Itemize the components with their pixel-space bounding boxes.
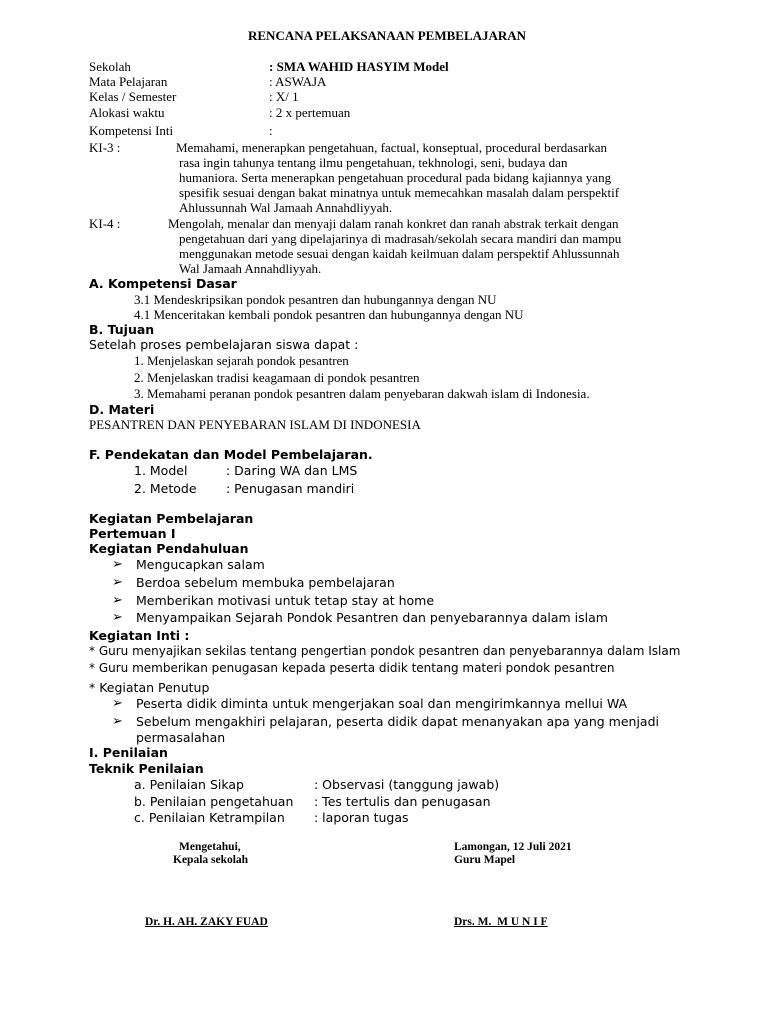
inti-heading: Kegiatan Inti : — [89, 628, 190, 643]
kegiatan-heading: Kegiatan Pembelajaran — [89, 511, 254, 526]
kd-heading: A. Kompetensi Dasar — [89, 276, 237, 291]
pendahuluan-item-1: Mengucapkan salam — [136, 557, 265, 572]
ki3-label: KI-3 : — [89, 140, 121, 155]
penilaian-ketrampilan-label: c. Penilaian Ketrampilan — [134, 810, 285, 825]
core-competence-label: Kompetensi Inti — [89, 123, 174, 138]
core-competence-value: : — [269, 123, 273, 138]
teacher-name: Drs. M. M U N I F — [454, 916, 548, 928]
inti-item-1: * Guru menyajikan sekilas tentang pengertian pondok pesantren dan penyebarannya dalam Islam — [89, 644, 681, 658]
model-label: 1. Model — [134, 463, 188, 478]
teknik-penilaian-heading: Teknik Penilaian — [89, 761, 204, 776]
arrowhead-bullet-icon: ➢ — [112, 593, 123, 608]
time-allocation-label: Alokasi waktu — [89, 105, 165, 120]
tujuan-heading: B. Tujuan — [89, 322, 155, 337]
penutup-item-2-cont: permasalahan — [136, 730, 226, 745]
penutup-item-1: Peserta didik diminta untuk mengerjakan soal dan mengirimkannya mellui WA — [136, 696, 628, 711]
class-semester-value: : X/ 1 — [269, 89, 299, 104]
penutup-heading: * Kegiatan Penutup — [89, 680, 210, 695]
arrowhead-bullet-icon: ➢ — [112, 557, 123, 572]
sign-right-line1: Lamongan, 12 Juli 2021 — [454, 841, 572, 853]
penilaian-heading: I. Penilaian — [89, 745, 168, 760]
method-label: 2. Metode — [134, 481, 197, 496]
ki3-line-2: rasa ingin tahunya tentang ilmu pengetahuan, tekhnologi, seni, budaya dan — [179, 155, 568, 170]
ki4-label: KI-4 : — [89, 216, 121, 231]
sign-left-line2: Kepala sekolah — [173, 854, 249, 866]
page-title: RENCANA PELAKSANAAN PEMBELAJARAN — [248, 28, 527, 43]
tujuan-item-1: 1. Menjelaskan sejarah pondok pesantren — [134, 353, 349, 368]
penilaian-sikap-value: : Observasi (tanggung jawab) — [314, 777, 500, 792]
pertemuan-label: Pertemuan I — [89, 526, 176, 541]
materi-text: PESANTREN DAN PENYEBARAN ISLAM DI INDONESIA — [89, 417, 421, 432]
headmaster-name: Dr. H. AH. ZAKY FUAD — [145, 916, 268, 928]
ki4-line-4: Wal Jamaah Annahdliyyah. — [179, 261, 322, 276]
arrowhead-bullet-icon: ➢ — [112, 714, 123, 729]
ki3-line-5: Ahlussunnah Wal Jamaah Annahdliyyah. — [179, 200, 393, 215]
arrowhead-bullet-icon: ➢ — [112, 610, 123, 625]
ki4-line-1: Mengolah, menalar dan menyaji dalam ranah konkret dan ranah abstrak terkait dengan — [168, 216, 619, 231]
school-value: : SMA WAHID HASYIM Model — [269, 59, 449, 74]
time-allocation-value: : 2 x pertemuan — [269, 105, 351, 120]
class-semester-label: Kelas / Semester — [89, 89, 177, 104]
tujuan-intro: Setelah proses pembelajaran siswa dapat : — [89, 337, 359, 352]
ki3-line-1: Memahami, menerapkan pengetahuan, factual, konseptual, procedural berdasarkan — [176, 140, 607, 155]
penilaian-pengetahuan-label: b. Penilaian pengetahuan — [134, 794, 294, 809]
method-value: : Penugasan mandiri — [226, 481, 355, 496]
arrowhead-bullet-icon: ➢ — [112, 575, 123, 590]
subject-label: Mata Pelajaran — [89, 74, 168, 89]
arrowhead-bullet-icon: ➢ — [112, 696, 123, 711]
ki3-line-4: spesifik sesuai dengan bakat minatnya untuk memecahkan masalah dalam perspektif — [179, 185, 620, 200]
ki4-line-2: pengetahuan dari yang dipelajarinya di madrasah/sekolah secara mandiri dan mampu — [179, 231, 622, 246]
pendahuluan-item-4: Menyampaikan Sejarah Pondok Pesantren dan penyebarannya dalam islam — [136, 610, 608, 625]
pendahuluan-heading: Kegiatan Pendahuluan — [89, 541, 249, 556]
kd-item-2: 4.1 Menceritakan kembali pondok pesantren dan hubungannya dengan NU — [134, 307, 524, 322]
inti-item-2: * Guru memberikan penugasan kepada peserta didik tentang materi pondok pesantren — [89, 661, 615, 675]
penilaian-pengetahuan-value: : Tes tertulis dan penugasan — [314, 794, 491, 809]
pendahuluan-item-3: Memberikan motivasi untuk tetap stay at home — [136, 593, 435, 608]
ki4-line-3: menggunakan metode sesuai dengan kaidah keilmuan dalam perspektif Ahlussunnah — [179, 246, 620, 261]
penilaian-sikap-label: a. Penilaian Sikap — [134, 777, 244, 792]
school-label: Sekolah — [89, 59, 131, 74]
sign-right-line2: Guru Mapel — [454, 854, 516, 866]
model-value: : Daring WA dan LMS — [226, 463, 358, 478]
pendekatan-heading: F. Pendekatan dan Model Pembelajaran. — [89, 447, 373, 462]
subject-value: : ASWAJA — [269, 74, 327, 89]
materi-heading: D. Materi — [89, 402, 155, 417]
tujuan-item-3: 3. Memahami peranan pondok pesantren dalam penyebaran dakwah islam di Indonesia. — [134, 386, 590, 401]
pendahuluan-item-2: Berdoa sebelum membuka pembelajaran — [136, 575, 395, 590]
tujuan-item-2: 2. Menjelaskan tradisi keagamaan di pondok pesantren — [134, 370, 420, 385]
penilaian-ketrampilan-value: : laporan tugas — [314, 810, 409, 825]
kd-item-1: 3.1 Mendeskripsikan pondok pesantren dan hubungannya dengan NU — [134, 292, 497, 307]
penutup-item-2: Sebelum mengakhiri pelajaran, peserta didik dapat menanyakan apa yang menjadi — [136, 714, 659, 729]
ki3-line-3: humaniora. Serta menerapkan pengetahuan procedural pada bidang kajiannya yang — [179, 170, 612, 185]
sign-left-line1: Mengetahui, — [179, 841, 241, 853]
